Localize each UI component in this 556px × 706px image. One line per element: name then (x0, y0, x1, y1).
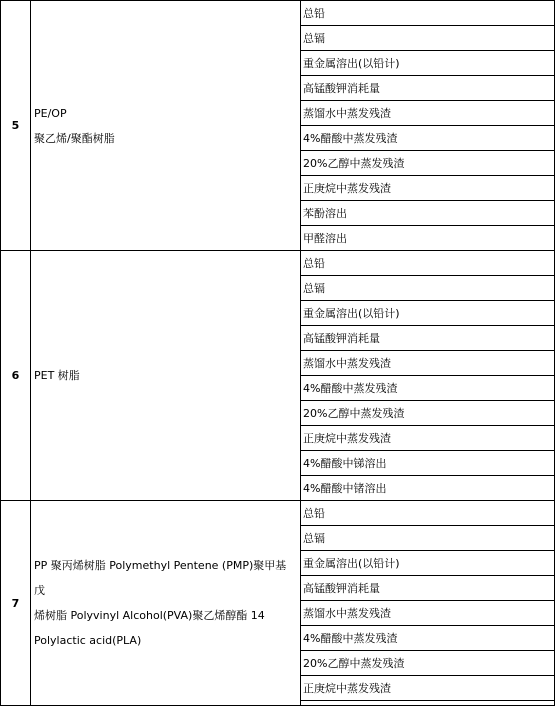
test-item: 总铅 (301, 501, 555, 526)
test-item: 4%醋酸中锑溶出 (301, 451, 555, 476)
test-item: 苯酚溶出 (301, 201, 555, 226)
test-item: 20%乙醇中蒸发残渣 (301, 651, 555, 676)
material-line: PP 聚丙烯树脂 Polymethyl Pentene (PMP)聚甲基戊 (34, 559, 287, 597)
test-item: 高锰酸钾消耗量 (301, 576, 555, 601)
test-item: 总镉 (301, 26, 555, 51)
material-name (31, 501, 301, 706)
table-body (1, 1, 555, 706)
test-item: 蒸馏水中蒸发残渣 (301, 351, 555, 376)
test-item: 高锰酸钾消耗量 (301, 76, 555, 101)
test-item: 4%醋酸中蒸发残渣 (301, 626, 555, 651)
material-line: PET 树脂 (34, 369, 80, 382)
test-item: 蒸馏水中蒸发残渣 (301, 601, 555, 626)
test-item: 4%醋酸中蒸发残渣 (301, 126, 555, 151)
test-item: 总镉 (301, 526, 555, 551)
table-row (1, 1, 555, 26)
test-item: 蒸馏水中蒸发残渣 (301, 101, 555, 126)
test-item: 高锰酸钾消耗量 (301, 326, 555, 351)
material-line: Polylactic acid(PLA) (34, 634, 142, 647)
material-name (31, 251, 301, 501)
test-item: 甲醛溶出 (301, 226, 555, 251)
test-item: 20%乙醇中蒸发残渣 (301, 401, 555, 426)
test-item: 总铅 (301, 1, 555, 26)
test-item: 正庚烷中蒸发残渣 (301, 176, 555, 201)
material-line: 聚乙烯/聚酯树脂 (34, 131, 115, 145)
test-item: 正庚烷中蒸发残渣 (301, 426, 555, 451)
material-line: PE/OP (34, 106, 67, 120)
test-item: 4%醋酸中锗溶出 (301, 476, 555, 501)
group-number: 6 (1, 251, 31, 501)
table-row (1, 251, 555, 276)
cut-off-cell (301, 701, 555, 706)
material-line: 烯树脂 Polyvinyl Alcohol(PVA)聚乙烯醇酯 14 (34, 609, 265, 622)
test-item: 总镉 (301, 276, 555, 301)
test-item: 4%醋酸中蒸发残渣 (301, 376, 555, 401)
test-item: 正庚烷中蒸发残渣 (301, 676, 555, 701)
test-item: 重金属溶出(以铅计) (301, 51, 555, 76)
material-name (31, 1, 301, 251)
group-number: 7 (1, 501, 31, 706)
table-row (1, 501, 555, 526)
test-item: 总铅 (301, 251, 555, 276)
test-item: 重金属溶出(以铅计) (301, 301, 555, 326)
test-item: 20%乙醇中蒸发残渣 (301, 151, 555, 176)
test-item: 重金属溶出(以铅计) (301, 551, 555, 576)
group-number: 5 (1, 1, 31, 251)
